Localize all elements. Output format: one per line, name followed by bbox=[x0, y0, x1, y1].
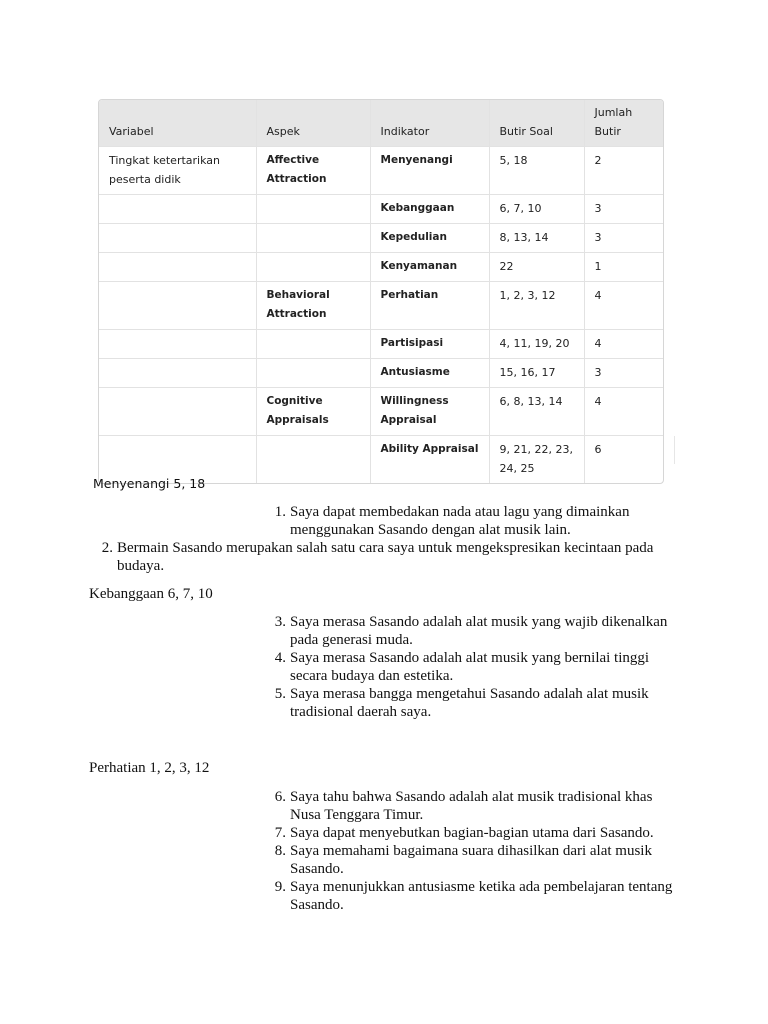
table-row bbox=[99, 195, 663, 224]
cell-variabel bbox=[99, 224, 256, 253]
table-row bbox=[99, 388, 663, 436]
cell-butir: 4, 11, 19, 20 bbox=[489, 330, 584, 359]
table-row bbox=[99, 330, 663, 359]
question-list-1 bbox=[274, 503, 680, 539]
list-item-number: 2. bbox=[101, 540, 113, 556]
list-item bbox=[274, 878, 680, 914]
list-item-number: 4. bbox=[274, 650, 286, 666]
cell-aspek bbox=[256, 330, 370, 359]
cell-jumlah: 3 bbox=[584, 224, 663, 253]
list-item-text: Saya merasa Sasando adalah alat musik yang bernilai tinggi secara budaya dan estetika. bbox=[290, 650, 650, 684]
cell-variabel bbox=[99, 195, 256, 224]
cell-aspek bbox=[256, 224, 370, 253]
list-item-text: Saya merasa Sasando adalah alat musik yang wajib dikenalkan pada generasi muda. bbox=[290, 614, 668, 648]
cell-butir: 6, 8, 13, 14 bbox=[489, 388, 584, 436]
table-row bbox=[99, 224, 663, 253]
cell-butir: 15, 16, 17 bbox=[489, 359, 584, 388]
list-item bbox=[274, 685, 680, 721]
list-item bbox=[274, 788, 680, 824]
list-item bbox=[274, 824, 680, 842]
cell-butir: 8, 13, 14 bbox=[489, 224, 584, 253]
list-item-number: 8. bbox=[274, 843, 286, 859]
table-header-row bbox=[99, 100, 663, 147]
indicator-table bbox=[98, 99, 664, 484]
list-item-text: Saya dapat membedakan nada atau lagu yang dimainkan menggunakan Sasando dengan alat musik lain. bbox=[290, 504, 630, 538]
table-row bbox=[99, 282, 663, 330]
list-item bbox=[274, 503, 680, 539]
cell-aspek bbox=[256, 195, 370, 224]
section-heading-perhatian: Perhatian 1, 2, 3, 12 bbox=[89, 760, 210, 776]
cell-variabel bbox=[99, 359, 256, 388]
cell-indikator: Antusiasme bbox=[370, 359, 489, 388]
header-indikator: Indikator bbox=[370, 100, 489, 147]
cell-indikator: Kenyamanan bbox=[370, 253, 489, 282]
cell-variabel bbox=[99, 388, 256, 436]
cell-aspek bbox=[256, 253, 370, 282]
cell-indikator: Partisipasi bbox=[370, 330, 489, 359]
cell-jumlah: 4 bbox=[584, 388, 663, 436]
cell-jumlah: 3 bbox=[584, 359, 663, 388]
list-item-number: 1. bbox=[274, 504, 286, 520]
cell-jumlah: 2 bbox=[584, 147, 663, 195]
cell-indikator: Willingness Appraisal bbox=[370, 388, 489, 436]
cell-jumlah: 3 bbox=[584, 195, 663, 224]
indicator-table-grid bbox=[99, 100, 663, 483]
header-aspek: Aspek bbox=[256, 100, 370, 147]
list-item-text: Bermain Sasando merupakan salah satu cara saya untuk mengekspresikan kecintaan pada budaya. bbox=[117, 540, 654, 574]
cell-indikator: Kepedulian bbox=[370, 224, 489, 253]
list-item-text: Saya dapat menyebutkan bagian-bagian utama dari Sasando. bbox=[290, 825, 654, 841]
cell-jumlah: 4 bbox=[584, 330, 663, 359]
list-item-number: 5. bbox=[274, 686, 286, 702]
list-item-number: 7. bbox=[274, 825, 286, 841]
list-item bbox=[274, 613, 680, 649]
list-item bbox=[101, 539, 677, 575]
cell-butir: 22 bbox=[489, 253, 584, 282]
cell-butir: 5, 18 bbox=[489, 147, 584, 195]
cell-indikator: Menyenangi bbox=[370, 147, 489, 195]
list-item-text: Saya merasa bangga mengetahui Sasando adalah alat musik tradisional daerah saya. bbox=[290, 686, 649, 720]
list-item-text: Saya tahu bahwa Sasando adalah alat musik tradisional khas Nusa Tenggara Timur. bbox=[290, 789, 653, 823]
section-heading-menyenangi: Menyenangi 5, 18 bbox=[93, 476, 206, 491]
table-row bbox=[99, 359, 663, 388]
header-jumlah-butir: Jumlah Butir bbox=[584, 100, 663, 147]
header-variabel: Variabel bbox=[99, 100, 256, 147]
list-item-text: Saya menunjukkan antusiasme ketika ada pembelajaran tentang Sasando. bbox=[290, 879, 673, 913]
cell-variabel: Tingkat ketertarikan peserta didik bbox=[99, 147, 256, 195]
list-item bbox=[274, 649, 680, 685]
cell-jumlah: 4 bbox=[584, 282, 663, 330]
cell-butir: 1, 2, 3, 12 bbox=[489, 282, 584, 330]
header-butir-soal: Butir Soal bbox=[489, 100, 584, 147]
table-row bbox=[99, 147, 663, 195]
cell-butir: 9, 21, 22, 23, 24, 25 bbox=[489, 436, 584, 484]
list-item-number: 6. bbox=[274, 789, 286, 805]
cell-indikator: Kebanggaan bbox=[370, 195, 489, 224]
cell-aspek: Behavioral Attraction bbox=[256, 282, 370, 330]
cell-jumlah: 1 bbox=[584, 253, 663, 282]
cell-aspek: Cognitive Appraisals bbox=[256, 388, 370, 436]
list-item-number: 9. bbox=[274, 879, 286, 895]
divider bbox=[674, 436, 675, 464]
table-row bbox=[99, 253, 663, 282]
list-item-number: 3. bbox=[274, 614, 286, 630]
question-list-perhatian bbox=[274, 788, 680, 914]
cell-variabel bbox=[99, 330, 256, 359]
cell-butir: 6, 7, 10 bbox=[489, 195, 584, 224]
cell-jumlah: 6 bbox=[594, 443, 602, 456]
cell-aspek bbox=[256, 436, 370, 484]
cell-indikator: Perhatian bbox=[370, 282, 489, 330]
cell-aspek bbox=[256, 359, 370, 388]
question-list-2 bbox=[101, 539, 677, 575]
cell-variabel bbox=[99, 253, 256, 282]
cell-indikator: Ability Appraisal bbox=[370, 436, 489, 484]
cell-variabel bbox=[99, 282, 256, 330]
list-item-text: Saya memahami bagaimana suara dihasilkan dari alat musik Sasando. bbox=[290, 843, 652, 877]
question-list-kebanggaan bbox=[274, 613, 680, 721]
cell-aspek: Affective Attraction bbox=[256, 147, 370, 195]
section-heading-kebanggaan: Kebanggaan 6, 7, 10 bbox=[89, 586, 213, 602]
list-item bbox=[274, 842, 680, 878]
